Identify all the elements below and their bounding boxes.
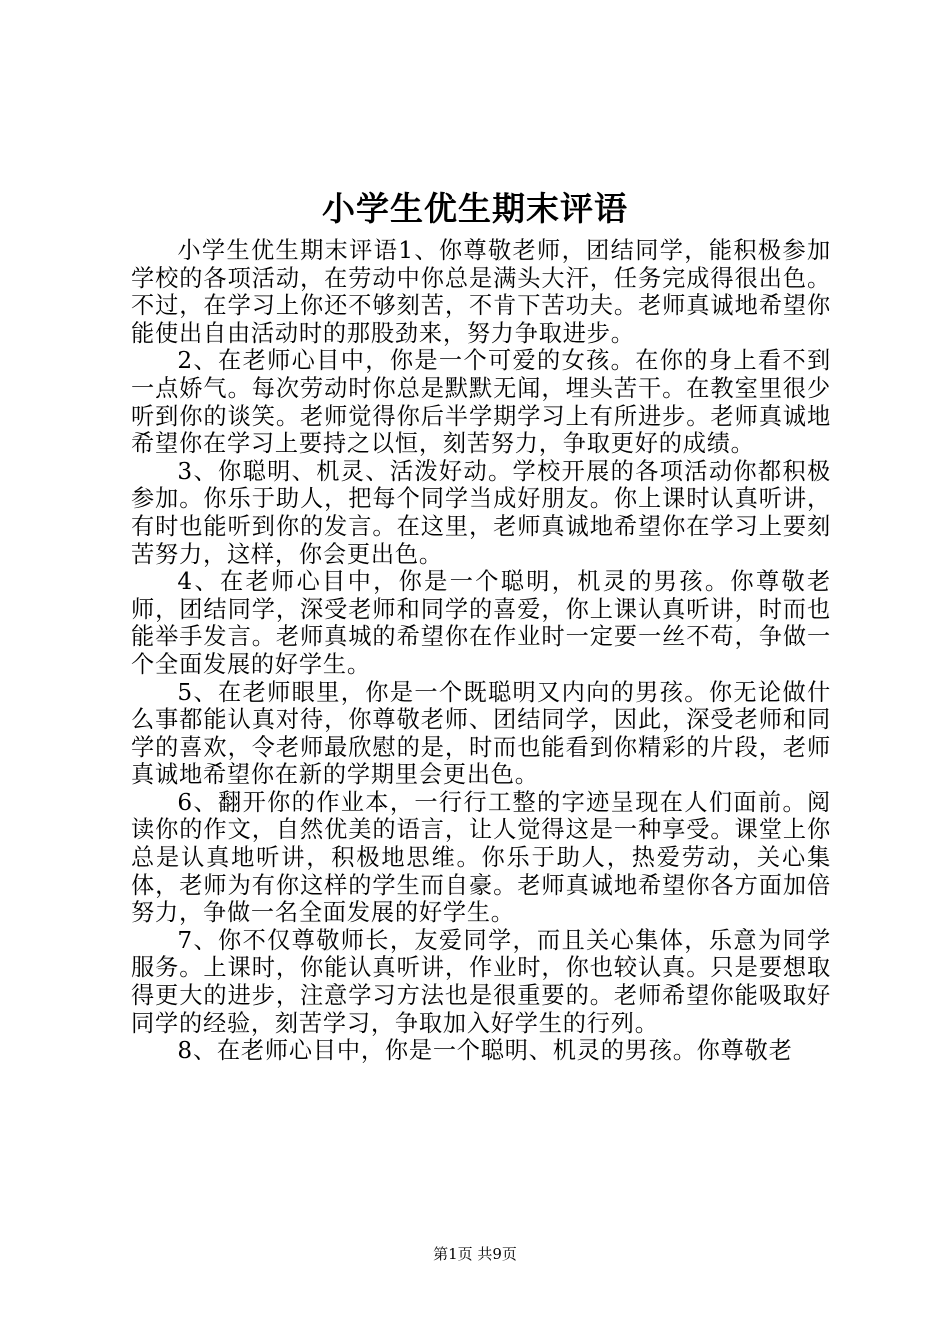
document-title: 小学生优生期末评语 bbox=[322, 189, 628, 228]
paragraph-4: 4、在老师心目中，你是一个聪明，机灵的男孩。你尊敬老师，团结同学，深受老师和同学的喜爱，你上课认真听讲，时而也能举手发言。老师真城的希望你在作业时一定要一丝不苟，争做一个全面发展的好学生。 bbox=[131, 568, 831, 678]
paragraph-2: 2、在老师心目中，你是一个可爱的女孩。在你的身上看不到一点娇气。每次劳动时你总是默默无闻，埋头苦干。在教室里很少听到你的谈笑。老师觉得你后半学期学习上有所进步。老师真诚地希望你在学习上要持之以恒，刻苦努力，争取更好的成绩。 bbox=[131, 347, 831, 458]
paragraph-3: 3、你聪明、机灵、活泼好动。学校开展的各项活动你都积极参加。你乐于助人，把每个同学当成好朋友。你上课时认真听讲，有时也能听到你的发言。在这里，老师真诚地希望你在学习上要刻苦努力，这样，你会更出色。 bbox=[131, 457, 831, 568]
paragraph-5: 5、在老师眼里，你是一个既聪明又内向的男孩。你无论做什么事都能认真对待，你尊敬老师、团结同学，因此，深受老师和同学的喜欢，令老师最欣慰的是，时而也能看到你精彩的片段，老师真诚地希望你在新的学期里会更出色。 bbox=[131, 678, 831, 789]
paragraph-1: 小学生优生期末评语1、你尊敬老师，团结同学，能积极参加学校的各项活动，在劳动中你总是满头大汗，任务完成得很出色。不过，在学习上你还不够刻苦，不肯下苦功夫。老师真诚地希望你能使出自由活动时的那股劲来，努力争取进步。 bbox=[131, 237, 831, 347]
document-body bbox=[131, 237, 831, 1065]
page-footer: 第1页 共9页 bbox=[433, 1245, 517, 1263]
paragraph-6: 6、翻开你的作业本，一行行工整的字迹呈现在人们面前。阅读你的作文，自然优美的语言，让人觉得这是一种享受。课堂上你总是认真地听讲，积极地思维。你乐于助人，热爱劳动，关心集体，老师为有你这样的学生而自豪。老师真诚地希望你各方面加倍努力，争做一名全面发展的好学生。 bbox=[131, 788, 831, 927]
paragraph-7: 7、你不仅尊敬师长，友爱同学，而且关心集体，乐意为同学服务。上课时，你能认真听讲，作业时，你也较认真。只是要想取得更大的进步，注意学习方法也是很重要的。老师希望你能吸取好同学的经验，刻苦学习，争取加入好学生的行列。 bbox=[131, 926, 831, 1037]
paragraph-8: 8、在老师心目中，你是一个聪明、机灵的男孩。你尊敬老 bbox=[177, 1037, 793, 1065]
